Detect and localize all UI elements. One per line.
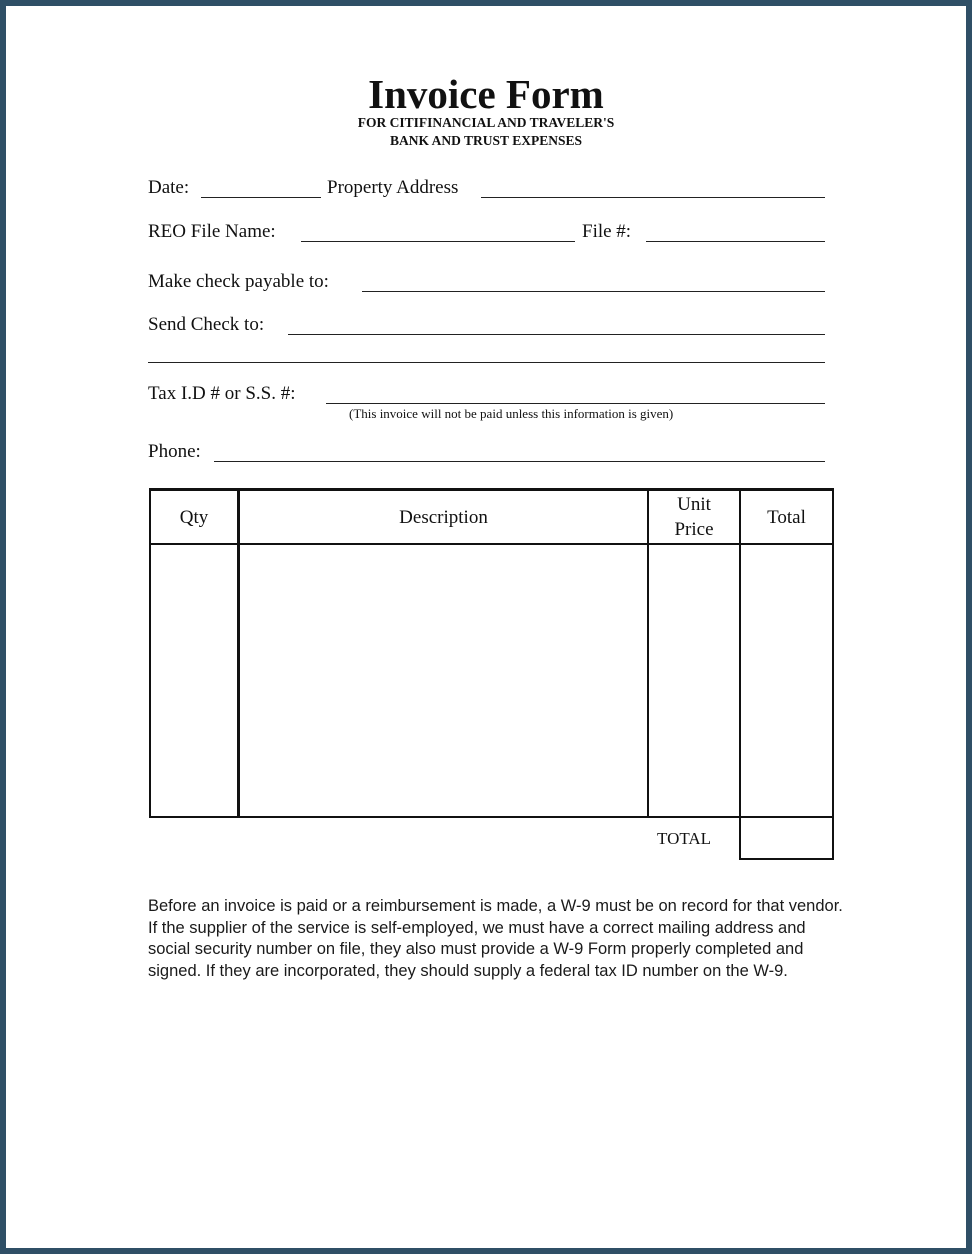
tax-id-note: (This invoice will not be paid unless this information is given) xyxy=(349,406,674,421)
payable-to-label: Make check payable to: xyxy=(148,271,329,292)
column-header-unit-price-line1: Unit xyxy=(677,494,711,515)
column-header-total: Total xyxy=(767,507,806,528)
grand-total-field[interactable] xyxy=(741,818,832,858)
file-number-field[interactable] xyxy=(646,241,825,242)
qty-entry-cell[interactable] xyxy=(151,545,237,816)
file-number-label: File #: xyxy=(582,221,632,242)
property-address-label: Property Address xyxy=(327,177,459,198)
reo-file-name-label: REO File Name: xyxy=(148,221,276,242)
unit-price-entry-cell[interactable] xyxy=(649,545,739,816)
send-check-label: Send Check to: xyxy=(148,314,265,335)
payable-to-field[interactable] xyxy=(362,291,825,292)
column-header-description: Description xyxy=(399,507,488,528)
total-box-bottom xyxy=(739,858,834,860)
form-subtitle-line2: BANK AND TRUST EXPENSES xyxy=(390,133,582,148)
send-check-field-line2[interactable] xyxy=(148,362,825,363)
form-title: Invoice Form xyxy=(368,71,604,117)
tax-id-field[interactable] xyxy=(326,403,825,404)
phone-field[interactable] xyxy=(214,461,825,462)
reo-file-name-field[interactable] xyxy=(301,241,575,242)
grand-total-label: TOTAL xyxy=(657,829,712,848)
tax-id-label: Tax I.D # or S.S. #: xyxy=(148,383,296,404)
w9-requirement-note: Before an invoice is paid or a reimbursement is made, a W-9 must be on record for that vendor. If the supplier of the service is self-employed, we must have a correct mailing address and social security number on file, they also must provide a W-9 Form properly completed and signed. If they are incorporated, they should supply a federal tax ID number on the W-9. xyxy=(148,897,843,980)
table-right-border xyxy=(832,488,834,860)
column-header-unit-price-line2: Price xyxy=(674,519,714,540)
invoice-page xyxy=(6,6,966,1248)
total-entry-cell[interactable] xyxy=(741,545,832,816)
date-label: Date: xyxy=(148,177,190,198)
form-subtitle-line1: FOR CITIFINANCIAL AND TRAVELER'S xyxy=(357,115,615,130)
date-field[interactable] xyxy=(201,197,321,198)
phone-label: Phone: xyxy=(148,441,201,462)
table-bottom-border xyxy=(149,816,834,818)
column-header-qty: Qty xyxy=(179,507,209,528)
table-top-border xyxy=(149,488,834,491)
send-check-field-line1[interactable] xyxy=(288,334,825,335)
property-address-field[interactable] xyxy=(481,197,825,198)
description-entry-cell[interactable] xyxy=(240,545,647,816)
